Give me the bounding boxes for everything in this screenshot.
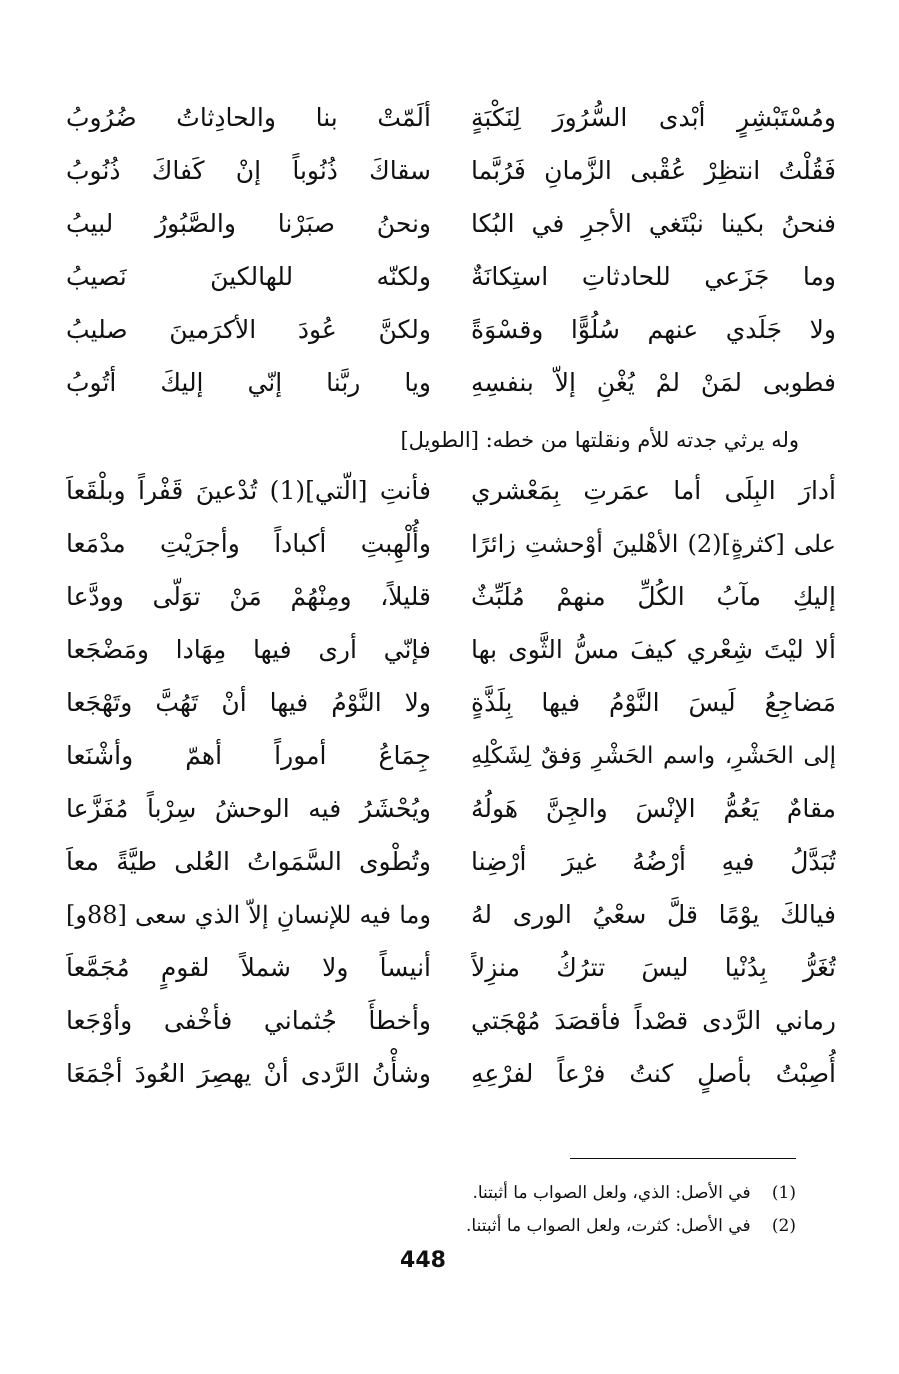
verse (66, 251, 836, 303)
second-hemistich: ألَمّتْ بنا والحادِثاتُ ضُرُوبُ (66, 103, 431, 132)
verse (66, 145, 836, 197)
verse (66, 942, 836, 994)
verse (66, 518, 836, 570)
first-hemistich: تُغَرُّ بِدُنْيا ليسَ تترُكُ منزِلاً (471, 953, 836, 982)
first-hemistich: فنحنُ بكينا نبْتَغي الأجرِ في البُكا (471, 209, 836, 238)
first-hemistich: أدارَ البِلَى أما عمَرتِ بِمَعْشري (471, 476, 836, 505)
footnote-2 (466, 1213, 796, 1239)
first-hemistich: إلى الحَشْرِ، واسم الحَشْرِ وَفقٌ لِشَكْلِهِ (471, 743, 836, 769)
verse (66, 889, 836, 941)
verse (66, 677, 836, 729)
second-hemistich: ولكنَّ عُودَ الأكرَمينَ صليبُ (66, 315, 431, 344)
verse (66, 1048, 836, 1100)
verse (66, 357, 836, 409)
second-hemistich: ولا النَّوْمُ فيها أنْ تَهُبَّ وتَهْجَعا (66, 688, 431, 717)
first-hemistich: ألا ليْتَ شِعْري كيفَ مسُّ الثَّوى بها (471, 635, 836, 664)
footnote-text: في الأصل: الذي، ولعل الصواب ما أثبتنا. (472, 1183, 751, 1203)
poem-first (66, 92, 836, 412)
first-hemistich: فيالكَ يوْمًا قلَّ سعْيُ الورى لهُ (471, 900, 836, 929)
second-hemistich: ونحنُ صبَرْنا والصَّبُورُ لبيبُ (66, 209, 431, 238)
second-hemistich: وتُطْوى السَّمَواتُ العُلى طيَّةً معاَ (66, 847, 431, 876)
first-hemistich: مقامٌ يَعُمُّ الإنْسَ والجِنَّ هَولُهُ (471, 794, 836, 823)
second-hemistich: ويا ربَّنا إنّي إليكَ أتُوبُ (66, 368, 431, 397)
second-hemistich: وما فيه للإنسانِ إلاّ الذي سعى [88و] (66, 901, 431, 929)
second-hemistich: جِمَاعُ أموراً أهمّ وأشْنَعا (66, 741, 431, 770)
verse (66, 304, 836, 356)
first-hemistich: فطوبى لمَنْ لمْ يُغْنِ إلاّ بنفسِهِ (471, 368, 836, 397)
verse (66, 92, 836, 144)
verse (66, 465, 836, 517)
verse (66, 836, 836, 888)
second-hemistich: وأُلْهِبتِ أكباداً وأجرَيْتِ مدْمَعا (66, 529, 431, 558)
first-hemistich: فَقُلْتُ انتظِرْ عُقْبى الزَّمانِ فَرُبَّما (471, 156, 836, 185)
second-hemistich: وشأْنُ الرَّدى أنْ يهصِرَ العُودَ أجْمَعَا (66, 1059, 431, 1088)
first-hemistich: مَضاجِعُ لَيسَ النَّوْمُ فيها بِلَذَّةٍ (471, 688, 836, 717)
verse (66, 571, 836, 623)
second-hemistich: أنيساً ولا شملاً لقومٍ مُجَمَّعاَ (66, 953, 431, 982)
footnote-1 (472, 1180, 796, 1206)
second-hemistich: وأخطأَ جُثماني فأخْفى وأوْجَعا (66, 1006, 431, 1035)
verse (66, 624, 836, 676)
poem-second (66, 465, 836, 1105)
first-hemistich: على [كثرةٍ](2) الأهْلينَ أوْحشتِ زائرًا (471, 530, 836, 558)
poem-heading: وله يرثي جدته للأم ونقلتها من خطه: [الطويل] (400, 428, 799, 452)
first-hemistich: رماني الرَّدى قصْداً فأقصَدَ مُهْجَتي (471, 1006, 836, 1035)
page-number: 448 (400, 1248, 446, 1273)
verse (66, 783, 836, 835)
second-hemistich: ولكنّه للهالكينَ نَصيبُ (66, 262, 431, 291)
first-hemistich: ومُسْتَبْشِرٍ أبْدى السُّرُورَ لِنَكْبَةٍ (471, 103, 836, 132)
first-hemistich: وما جَزَعي للحادثاتِ استِكانَةٌ (471, 262, 836, 291)
first-hemistich: إليكِ مآبُ الكُلِّ منهمْ مُلَبِّثٌ (471, 582, 836, 611)
first-hemistich: تُبَدَّلُ فيهِ أرْضُهُ غيرَ أرْضِنا (471, 847, 836, 876)
footnote-number: (1) (771, 1183, 796, 1203)
footnote-number: (2) (771, 1216, 796, 1236)
footnote-text: في الأصل: كثرت، ولعل الصواب ما أثبتنا. (465, 1216, 751, 1236)
second-hemistich: فإنّي أرى فيها مِهَادا ومَضْجَعا (66, 635, 431, 664)
first-hemistich: أُصِبْتُ بأصلٍ كنتُ فرْعاً لفرْعِهِ (471, 1059, 836, 1088)
second-hemistich: فأنتِ [الّتي](1) تُدْعينَ قَفْراً وبلْقَعاَ (66, 476, 431, 505)
verse (66, 198, 836, 250)
verse (66, 995, 836, 1047)
second-hemistich: ويُحْشَرُ فيه الوحشُ سِرْباً مُفَزَّعا (66, 794, 431, 823)
verse (66, 730, 836, 782)
first-hemistich: ولا جَلَدي عنهم سُلُوًّا وقسْوَةً (471, 315, 836, 344)
footnote-separator (570, 1158, 796, 1159)
second-hemistich: سقاكَ ذُنُوباً إنْ كَفاكَ ذُنُوبُ (66, 156, 431, 185)
second-hemistich: قليلاً، ومِنْهُمْ مَنْ توَلّى وودَّعا (66, 582, 431, 611)
